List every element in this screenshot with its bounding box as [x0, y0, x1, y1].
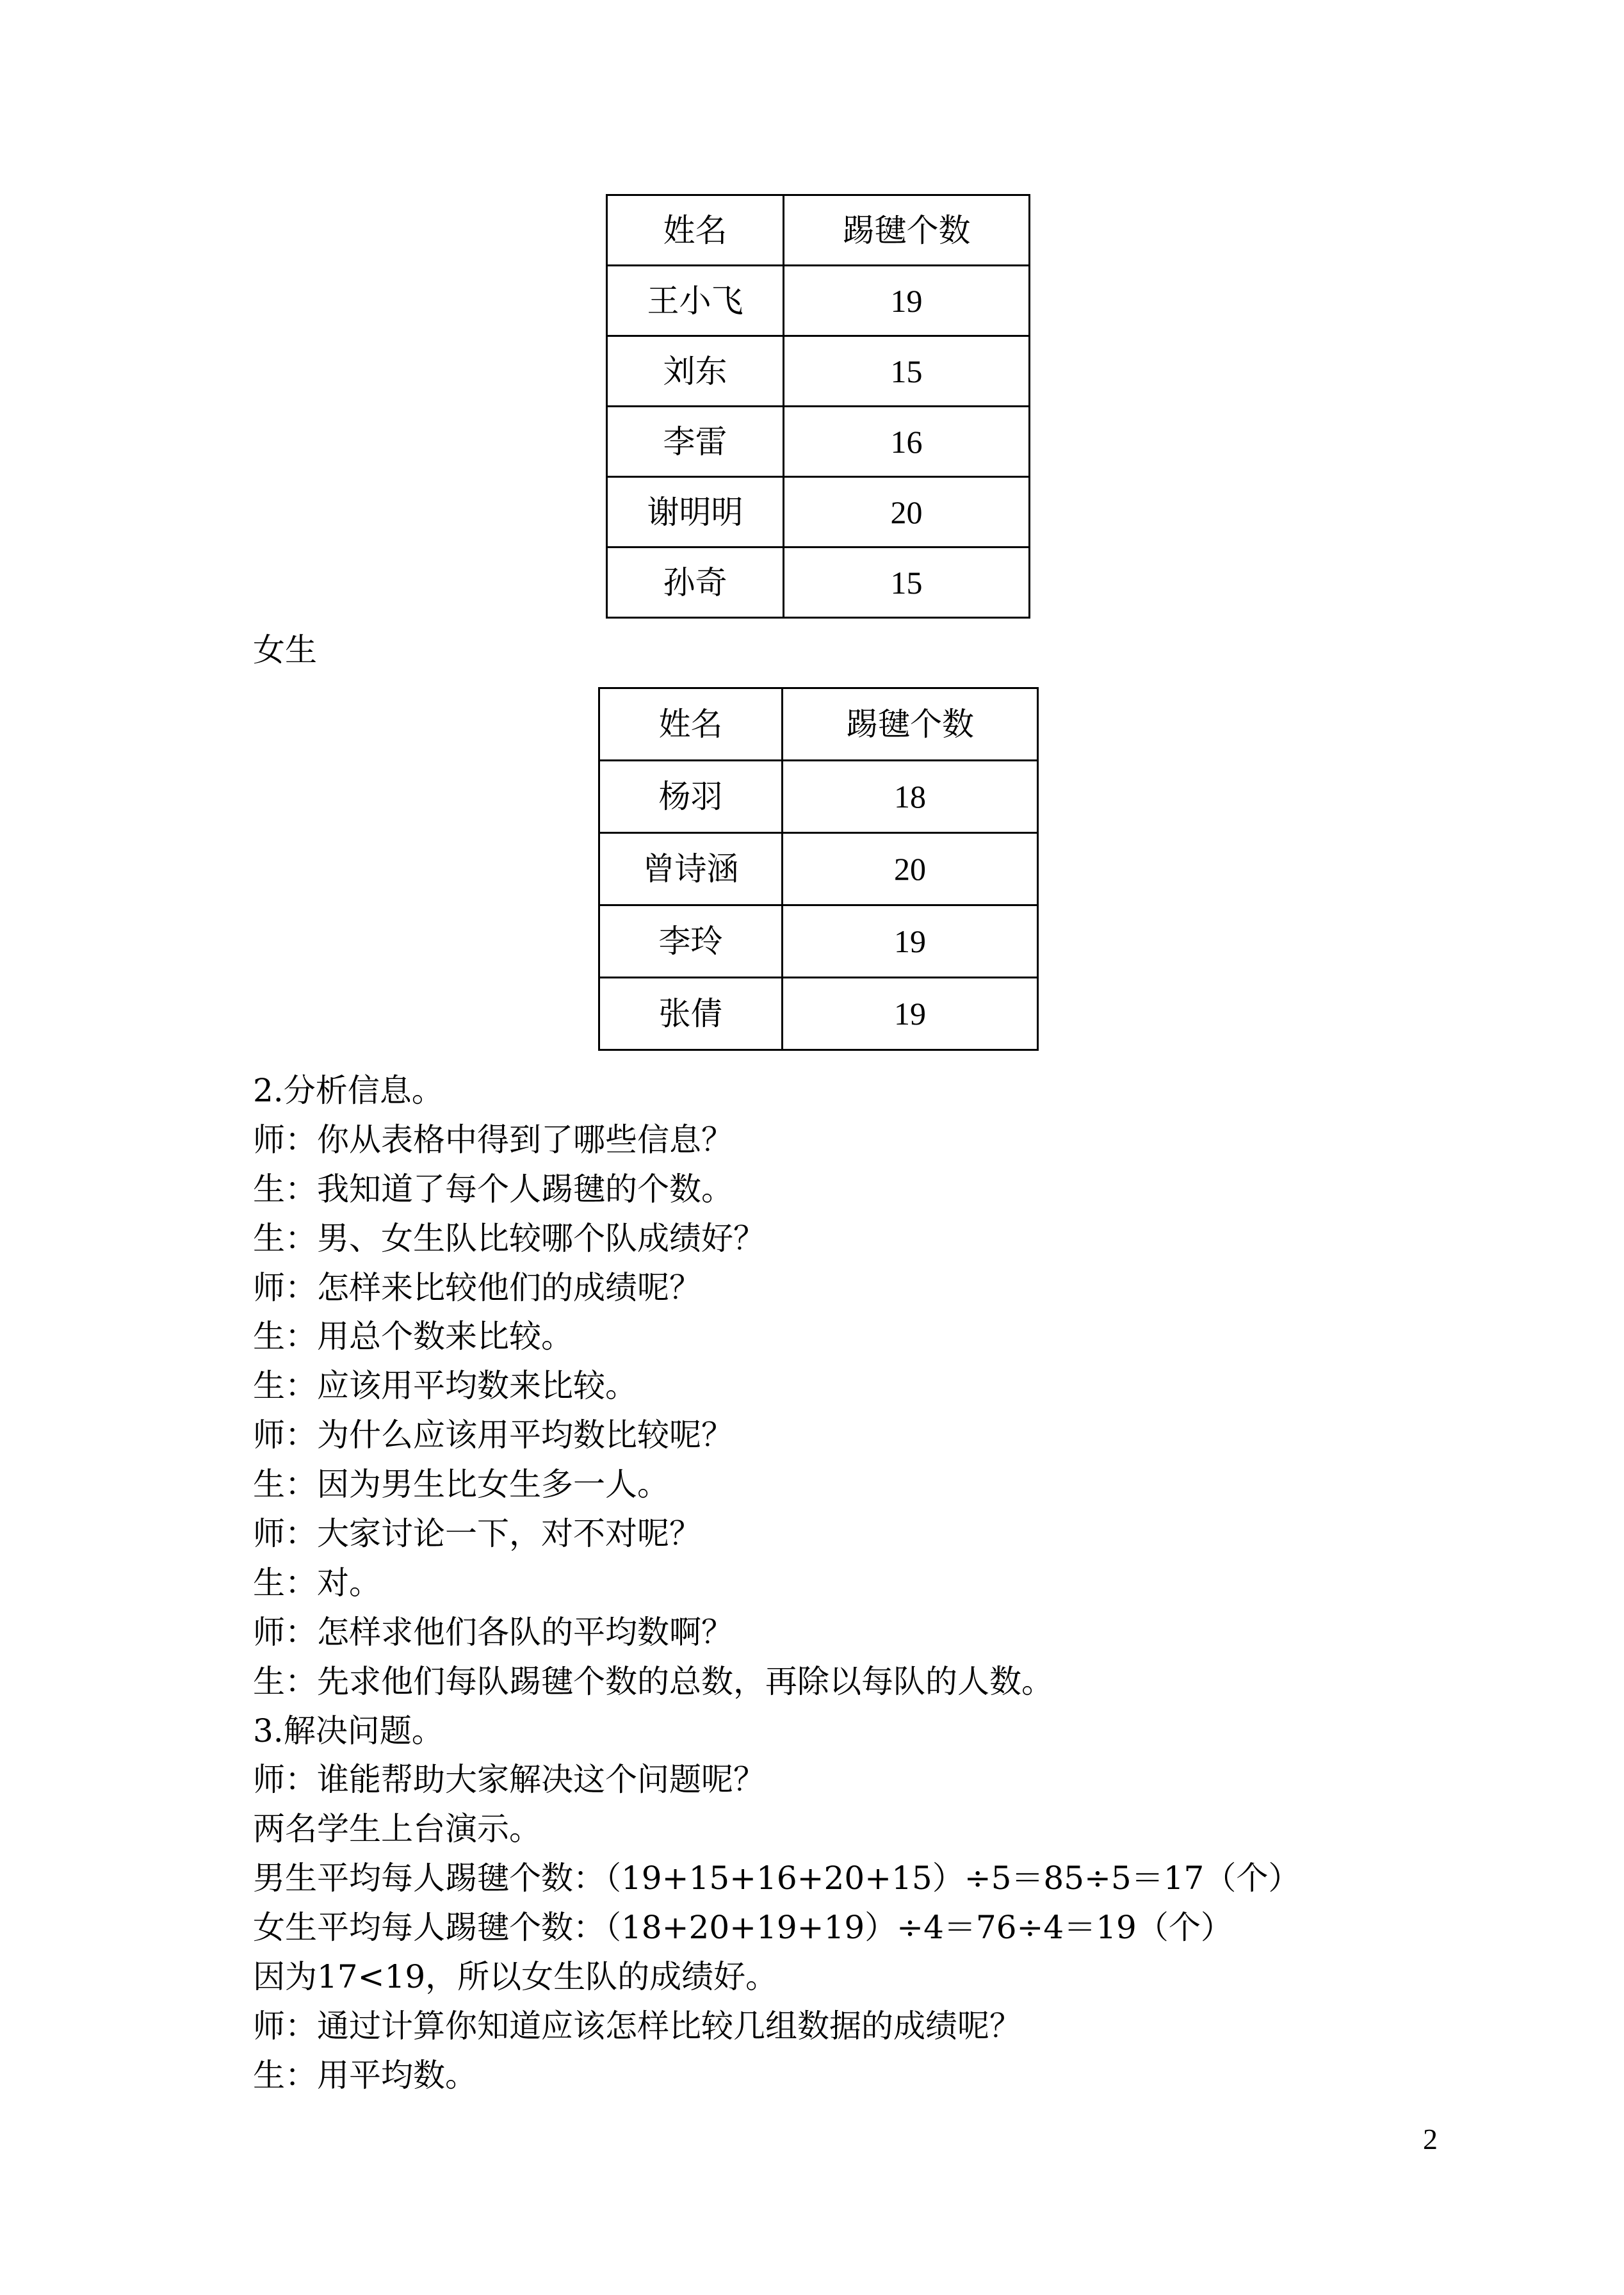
kick-count: 19	[783, 978, 1038, 1050]
lesson-dialogue	[253, 1066, 1470, 2100]
table-row	[599, 833, 1038, 905]
student-name: 王小飞	[607, 266, 784, 336]
student-name: 李雷	[607, 407, 784, 477]
header-count: 踢毽个数	[784, 195, 1030, 266]
table-row	[607, 336, 1030, 407]
table-row	[599, 905, 1038, 978]
dialogue-line: 生：对。	[253, 1564, 381, 1602]
girls-average-calculation: 女生平均每人踢毽个数：（18+20+19+19）÷4＝76÷4＝19（个）	[253, 1909, 1233, 1947]
student-name: 杨羽	[599, 761, 783, 833]
table-header-row	[607, 195, 1030, 266]
table-row	[607, 266, 1030, 336]
dialogue-line: 生：先求他们每队踢毽个数的总数，再除以每队的人数。	[253, 1662, 1053, 1700]
boys-average-calculation: 男生平均每人踢毽个数：（19+15+16+20+15）÷5＝85÷5＝17（个）	[253, 1860, 1301, 1897]
kick-count: 18	[783, 761, 1038, 833]
kick-count: 20	[783, 833, 1038, 905]
dialogue-line: 师：大家讨论一下，对不对呢？	[253, 1515, 701, 1553]
dialogue-line: 师：怎样求他们各队的平均数啊？	[253, 1613, 733, 1651]
conclusion-line: 因为17<19，所以女生队的成绩好。	[253, 1958, 778, 1996]
table-row	[599, 761, 1038, 833]
kick-count: 20	[784, 477, 1030, 547]
student-name: 刘东	[607, 336, 784, 407]
section-heading-solve: 3.解决问题。	[253, 1712, 444, 1749]
girls-table	[598, 687, 1039, 1051]
student-name: 谢明明	[607, 477, 784, 547]
kick-count: 15	[784, 336, 1030, 407]
header-name: 姓名	[607, 195, 784, 266]
dialogue-line: 生：用平均数。	[253, 2056, 477, 2094]
kick-count: 16	[784, 407, 1030, 477]
dialogue-line: 生：用总个数来比较。	[253, 1318, 573, 1356]
student-name: 曾诗涵	[599, 833, 783, 905]
boys-table	[606, 194, 1030, 619]
student-name: 李玲	[599, 905, 783, 978]
table-header-row	[599, 688, 1038, 761]
dialogue-line: 生：男、女生队比较哪个队成绩好？	[253, 1219, 765, 1257]
table-row	[607, 477, 1030, 547]
student-name: 张倩	[599, 978, 783, 1050]
dialogue-line: 师：通过计算你知道应该怎样比较几组数据的成绩呢？	[253, 2007, 1021, 2045]
dialogue-line: 生：我知道了每个人踢毽的个数。	[253, 1170, 733, 1208]
header-name: 姓名	[599, 688, 783, 761]
narration-line: 两名学生上台演示。	[253, 1810, 541, 1848]
dialogue-line: 师：你从表格中得到了哪些信息？	[253, 1121, 733, 1158]
page-number: 2	[1423, 2123, 1438, 2155]
dialogue-line: 师：谁能帮助大家解决这个问题呢？	[253, 1761, 765, 1799]
header-count: 踢毽个数	[783, 688, 1038, 761]
dialogue-line: 师：怎样来比较他们的成绩呢？	[253, 1269, 701, 1306]
dialogue-line: 师：为什么应该用平均数比较呢？	[253, 1416, 733, 1454]
table-row	[607, 407, 1030, 477]
section-heading-analyze: 2.分析信息。	[253, 1072, 444, 1109]
dialogue-line: 生：应该用平均数来比较。	[253, 1367, 637, 1405]
kick-count: 19	[784, 266, 1030, 336]
student-name: 孙奇	[607, 547, 784, 618]
girls-section-label: 女生	[253, 631, 317, 669]
table-row	[599, 978, 1038, 1050]
dialogue-line: 生：因为男生比女生多一人。	[253, 1466, 669, 1504]
table-row	[607, 547, 1030, 618]
kick-count: 19	[783, 905, 1038, 978]
kick-count: 15	[784, 547, 1030, 618]
